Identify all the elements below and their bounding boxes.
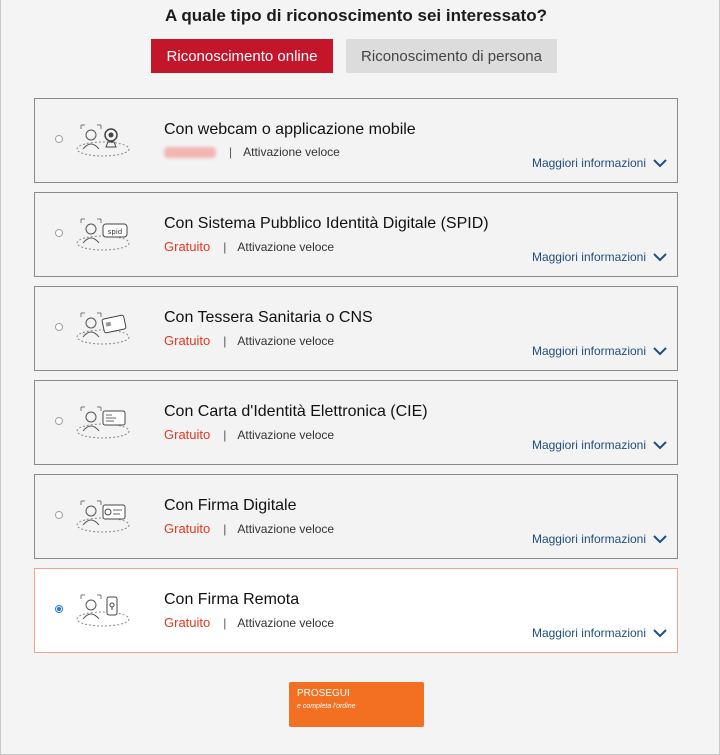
option-subline <box>164 239 334 254</box>
price-label <box>164 147 216 158</box>
more-info-label: Maggiori informazioni <box>531 438 646 452</box>
separator: | <box>229 145 233 159</box>
webcam-icon <box>75 119 131 159</box>
id-card-icon <box>75 401 131 441</box>
activation-label: Attivazione veloce <box>237 239 335 254</box>
activation-label: Attivazione veloce <box>237 427 335 442</box>
option-subline <box>164 333 334 348</box>
option-radio[interactable] <box>55 605 63 613</box>
option-radio[interactable] <box>55 417 63 425</box>
health-card-icon <box>75 307 131 347</box>
option-radio[interactable] <box>55 323 63 331</box>
separator: | <box>223 239 227 254</box>
price-label: Gratuito <box>164 427 211 442</box>
option-title: Con Firma Digitale <box>164 497 297 514</box>
chevron-down-icon <box>653 253 667 262</box>
option-title: Con Sistema Pubblico Identità Digitale (SPID) <box>164 215 489 232</box>
tab-in-person[interactable]: Riconoscimento di persona <box>346 39 557 73</box>
more-info-link[interactable] <box>532 532 667 546</box>
option-radio[interactable] <box>55 229 63 237</box>
more-info-link[interactable] <box>532 344 667 358</box>
proceed-sublabel: e completa l'ordine <box>297 703 356 710</box>
option-spid[interactable] <box>34 192 678 277</box>
proceed-button[interactable] <box>289 682 424 727</box>
option-subline <box>164 615 334 630</box>
separator: | <box>223 521 227 536</box>
separator: | <box>223 615 227 630</box>
chevron-down-icon <box>653 629 667 638</box>
activation-label: Attivazione veloce <box>243 145 340 159</box>
tab-online[interactable]: Riconoscimento online <box>151 39 333 73</box>
option-subline <box>164 145 340 159</box>
more-info-link[interactable] <box>532 156 667 170</box>
option-subline <box>164 427 334 442</box>
activation-label: Attivazione veloce <box>237 615 335 630</box>
more-info-link[interactable] <box>532 438 667 452</box>
option-radio[interactable] <box>55 511 63 519</box>
option-remote-signature[interactable] <box>34 568 678 653</box>
option-health-card[interactable] <box>34 286 678 371</box>
svg-text:spid: spid <box>107 228 123 236</box>
more-info-label: Maggiori informazioni <box>531 626 646 640</box>
more-info-label: Maggiori informazioni <box>531 344 646 358</box>
more-info-link[interactable] <box>532 250 667 264</box>
option-title: Con Carta d'Identità Elettronica (CIE) <box>164 403 428 420</box>
chevron-down-icon <box>653 441 667 450</box>
chevron-down-icon <box>653 535 667 544</box>
price-label: Gratuito <box>164 615 211 630</box>
more-info-link[interactable] <box>532 626 667 640</box>
option-title: Con webcam o applicazione mobile <box>164 121 416 138</box>
option-subline <box>164 521 334 536</box>
page-title: A quale tipo di riconoscimento sei interessato? <box>165 6 547 25</box>
price-label: Gratuito <box>164 333 211 348</box>
digital-signature-icon <box>75 495 131 535</box>
more-info-label: Maggiori informazioni <box>531 250 646 264</box>
recognition-tabs <box>151 39 557 73</box>
separator: | <box>223 333 227 348</box>
remote-signature-icon <box>75 589 131 629</box>
activation-label: Attivazione veloce <box>237 333 335 348</box>
chevron-down-icon <box>653 159 667 168</box>
option-webcam[interactable] <box>34 98 678 183</box>
option-radio[interactable] <box>55 135 63 143</box>
option-title: Con Tessera Sanitaria o CNS <box>164 309 373 326</box>
separator: | <box>223 427 227 442</box>
option-title: Con Firma Remota <box>164 591 300 608</box>
chevron-down-icon <box>653 347 667 356</box>
price-label: Gratuito <box>164 239 211 254</box>
more-info-label: Maggiori informazioni <box>531 532 646 546</box>
more-info-label: Maggiori informazioni <box>531 156 646 170</box>
activation-label: Attivazione veloce <box>237 521 335 536</box>
spid-icon <box>75 213 131 253</box>
price-label: Gratuito <box>164 521 211 536</box>
option-cie[interactable] <box>34 380 678 465</box>
proceed-label: PROSEGUI <box>297 688 350 699</box>
option-digital-signature[interactable] <box>34 474 678 559</box>
